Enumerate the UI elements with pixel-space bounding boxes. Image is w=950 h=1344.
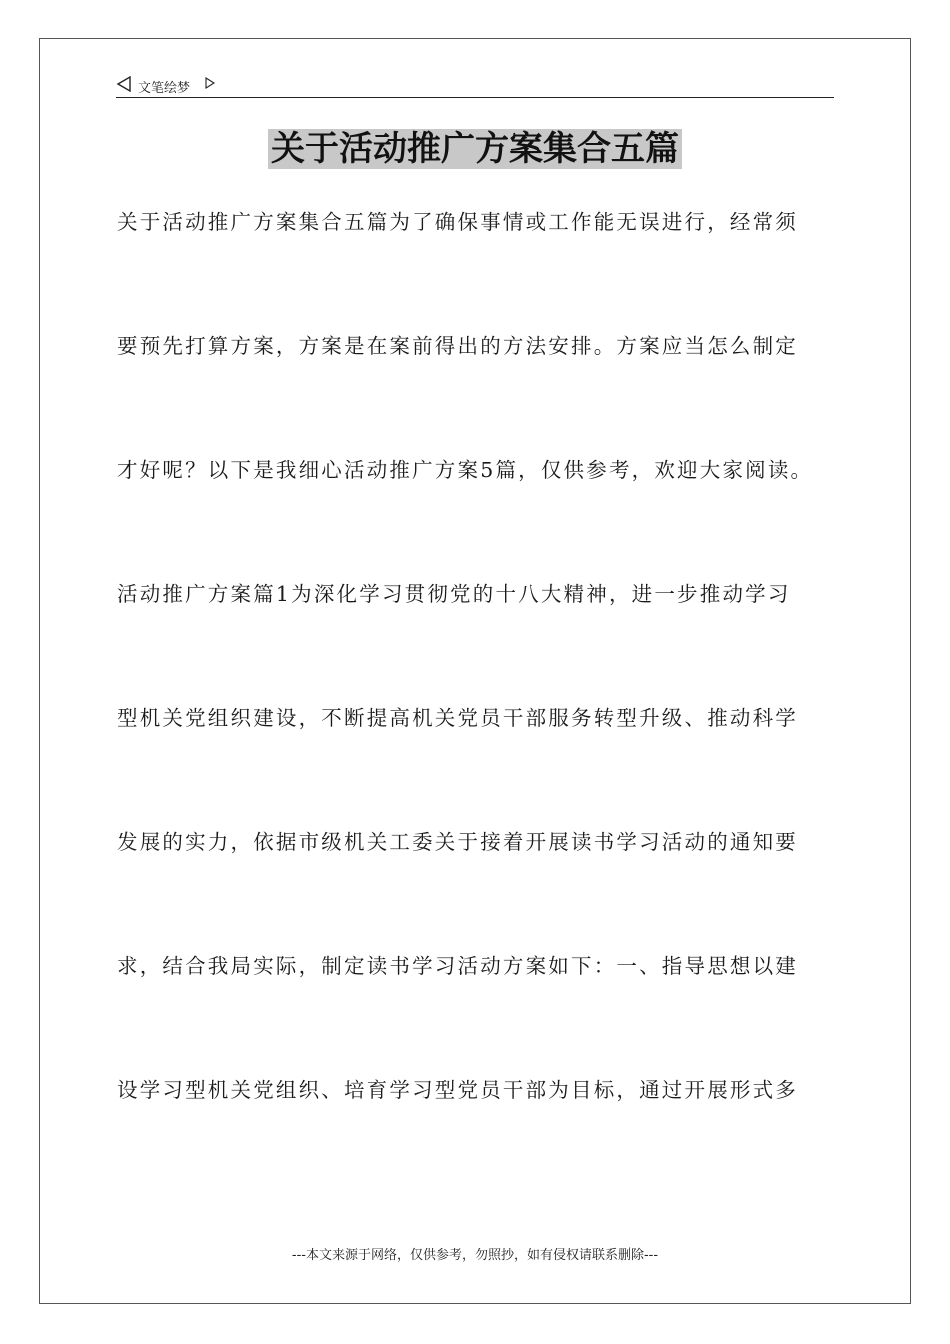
body-line: 求，结合我局实际，制定读书学习活动方案如下：一、指导思想以建 [117,954,798,978]
body-line: 设学习型机关党组织、培育学习型党员干部为目标，通过开展形式多 [117,1078,798,1102]
triangle-right-outline-icon [205,77,215,89]
triangle-left-outline-icon [116,76,132,92]
footer-disclaimer: ---本文来源于网络，仅供参考，勿照抄，如有侵权请联系删除--- [291,1248,659,1263]
header-label: 文笔绘梦 [138,81,191,96]
body-line: 活动推广方案篇1为深化学习贯彻党的十八大精神，进一步推动学习 [117,582,791,606]
body-line: 发展的实力，依据市级机关工委关于接着开展读书学习活动的通知要 [117,830,798,854]
body-line: 型机关党组织建设，不断提高机关党员干部服务转型升级、推动科学 [117,706,798,730]
page-header [116,72,834,98]
body-text [117,200,857,1192]
body-line: 才好呢？以下是我细心活动推广方案5篇，仅供参考，欢迎大家阅读。 [117,458,814,482]
document-title [0,124,950,174]
body-line: 要预先打算方案，方案是在案前得出的方法安排。方案应当怎么制定 [117,334,798,358]
document-title-text: 关于活动推广方案集合五篇 [268,129,682,169]
body-line: 关于活动推广方案集合五篇为了确保事情或工作能无误进行，经常须 [117,210,798,234]
